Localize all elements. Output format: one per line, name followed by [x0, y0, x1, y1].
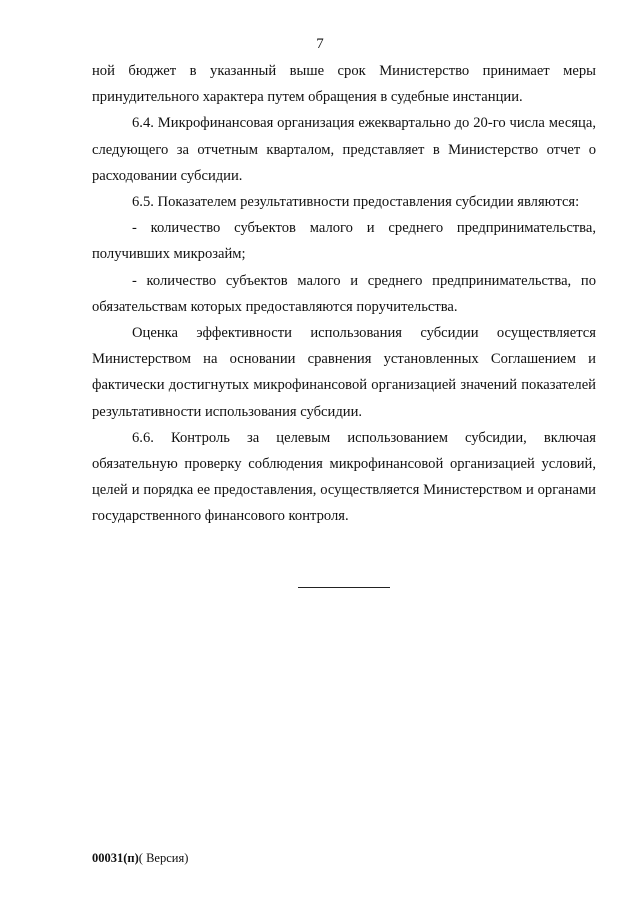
document-code: 00031(п) [92, 851, 139, 865]
paragraph-6-6: 6.6. Контроль за целевым использованием субсидии, включая обязательную проверку соблюдения микрофинансовой организацией условий, целей и порядка ее предоставления, осуществляется Министерством и органами государственного финансового контроля. [92, 429, 596, 525]
list-item-guarantees: - количество субъектов малого и среднего предпринимательства, по обязательствам которых предоставляются поручительства. [92, 272, 596, 315]
paragraph-6-5: 6.5. Показателем результативности предоставления субсидии являются: [132, 194, 580, 211]
end-separator-line [298, 587, 390, 588]
page-number: 7 [316, 36, 324, 52]
list-item-microloans: - количество субъектов малого и среднего предпринимательства, получивших микрозайм; [92, 220, 596, 263]
document-body [92, 58, 596, 530]
paragraph-evaluation: Оценка эффективности использования субсидии осуществляется Министерством на основании сравнения установленных Соглашением и фактически достигнутых микрофинансовой организацией значений показателей результативности использования субсидии. [92, 325, 596, 420]
paragraph-6-4: 6.4. Микрофинансовая организация ежеквартально до 20-го числа месяца, следующего за отчетным кварталом, представляет в Министерство отчет о расходовании субсидии. [92, 115, 596, 184]
paragraph-continuation: ной бюджет в указанный выше срок Министерство принимает меры принудительного характера путем обращения в судебные инстанции. [92, 63, 596, 106]
document-footer [92, 850, 188, 866]
document-version: ( Версия) [138, 851, 189, 865]
